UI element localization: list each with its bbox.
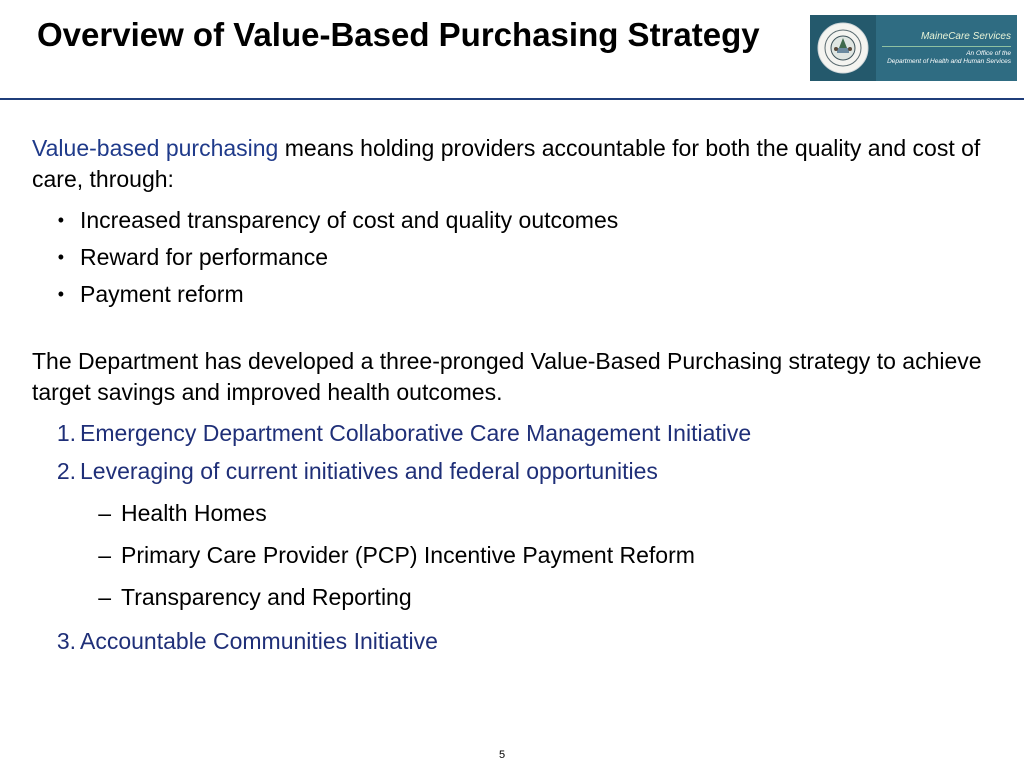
dash-icon: – — [98, 583, 111, 610]
slide-title: Overview of Value-Based Purchasing Strategy — [37, 16, 760, 53]
sub-list-container — [32, 492, 1007, 618]
bullet-text: Increased transparency of cost and quality outcomes — [80, 207, 619, 233]
logo-subtitle-1: An Office of the — [966, 50, 1011, 57]
item-number: 3. — [56, 627, 76, 654]
slide-body — [32, 133, 1007, 660]
strategy-list — [32, 414, 1007, 660]
intro-accent: Value-based purchasing — [32, 135, 279, 161]
intro-text: means holding providers accountable for both the quality and cost of care, through: — [32, 135, 981, 192]
item-label: Emergency Department Collaborative Care Management Initiative — [80, 419, 752, 446]
sub-item-text: Primary Care Provider (PCP) Incentive Payment Reform — [121, 541, 695, 568]
sub-list-item — [32, 492, 1007, 534]
strategy-paragraph: The Department has developed a three-pronged Value-Based Purchasing strategy to achieve target savings and improved health outcomes. — [32, 348, 982, 405]
bullet-text: Payment reform — [80, 281, 244, 307]
intro-paragraph — [32, 133, 1007, 195]
sub-list-item — [32, 576, 1007, 618]
mainecare-logo — [810, 15, 1017, 81]
bullet-icon: • — [57, 247, 64, 267]
bullet-icon: • — [57, 284, 64, 304]
list-item — [32, 414, 1007, 452]
state-seal-icon — [810, 15, 876, 81]
sub-list-item — [32, 534, 1007, 576]
list-item — [32, 452, 1007, 490]
bullet-list — [32, 202, 1007, 313]
logo-subtitle-2: Department of Health and Human Services — [887, 58, 1011, 65]
dash-icon: – — [98, 499, 111, 526]
list-item — [32, 622, 1007, 660]
sub-item-text: Health Homes — [121, 499, 267, 526]
item-number: 2. — [56, 457, 76, 484]
item-label: Leveraging of current initiatives and federal opportunities — [80, 457, 658, 484]
list-item — [32, 202, 1007, 239]
logo-name: MaineCare Services — [920, 31, 1011, 42]
bullet-icon: • — [57, 210, 64, 230]
logo-divider — [882, 46, 1011, 47]
sub-item-text: Transparency and Reporting — [121, 583, 412, 610]
bullet-text: Reward for performance — [80, 244, 328, 270]
list-item — [32, 276, 1007, 313]
list-item — [32, 239, 1007, 276]
sub-list — [32, 492, 1007, 618]
title-divider — [0, 98, 1024, 100]
dash-icon: – — [98, 541, 111, 568]
item-number: 1. — [56, 419, 76, 446]
page-number: 5 — [498, 749, 506, 761]
item-label: Accountable Communities Initiative — [80, 627, 438, 654]
